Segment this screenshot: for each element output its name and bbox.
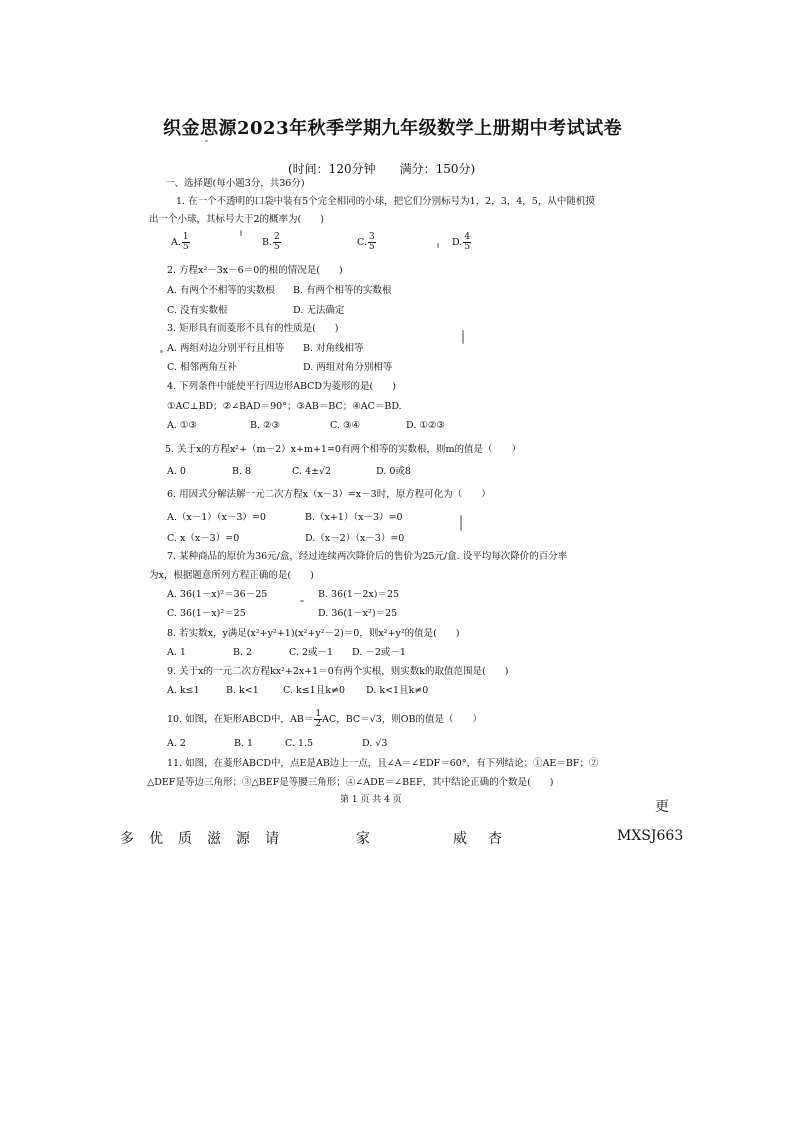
q6-option-c: C. x（x－3）=0 bbox=[167, 533, 240, 544]
q1-stem-line1: 1. 在一个不透明的口袋中装有5个完全相同的小球，把它们分别标号为1，2，3，4，5，从中随机摸 bbox=[176, 196, 595, 207]
q7-option-d: D. 36(1－x²)＝25 bbox=[318, 608, 398, 619]
q3-stem: 3. 矩形具有而菱形不具有的性质是( ) bbox=[167, 323, 339, 334]
fraction: $\frac{2}{5}$ bbox=[274, 232, 280, 252]
q5-option-a: A. 0 bbox=[167, 466, 186, 477]
footer-char: 杏 bbox=[488, 831, 502, 847]
time-limit: (时间：120分钟 bbox=[288, 162, 376, 176]
q9-stem: 9. 关于x的一元二次方程kx²+2x+1＝0有两个实根，则实数k的取值范围是( ) bbox=[167, 666, 509, 677]
q1-option-b: B. $\frac{2}{5}$ bbox=[262, 232, 280, 252]
q9-option-d: D. k<1且k≠0 bbox=[366, 685, 429, 696]
footer-char: 滋 bbox=[207, 831, 221, 847]
q3-option-b: B. 对角线相等 bbox=[303, 343, 364, 354]
fraction: $\frac{3}{5}$ bbox=[368, 232, 375, 252]
q8-option-c: C. 2或－1 bbox=[289, 647, 334, 658]
q6-option-a: A.（x－1）（x－3）=0 bbox=[167, 512, 266, 523]
q10-option-b: B. 1 bbox=[234, 738, 254, 749]
q8-option-a: A. 1 bbox=[167, 647, 186, 658]
footer-char: 优 bbox=[149, 831, 163, 847]
exam-title: 织金思源2023年秋季学期九年级数学上册期中考试试卷 bbox=[163, 118, 623, 139]
scan-speck bbox=[240, 230, 242, 236]
exam-subtitle bbox=[288, 160, 475, 177]
scan-speck bbox=[300, 600, 304, 602]
q6-stem: 6. 用因式分解法解一元二次方程x（x－3）=x－3时，原方程可化为（ ） bbox=[167, 489, 491, 500]
q10-option-d: D. √3 bbox=[362, 738, 388, 749]
q10-option-a: A. 2 bbox=[167, 738, 186, 749]
q4-option-a: A. ①③ bbox=[167, 420, 197, 431]
full-score: 满分：150分) bbox=[399, 162, 476, 176]
page-number: 第 1 页 共 4 页 bbox=[340, 795, 402, 805]
q4-option-c: C. ③④ bbox=[330, 420, 361, 431]
q5-option-d: D. 0或8 bbox=[376, 466, 411, 477]
q10-stem: 10. 如图，在矩形ABCD中，AB＝ $\frac{1}{2}$ AC，BC＝√3，则OB的值是（ ） bbox=[167, 709, 483, 729]
q5-option-b: B. 8 bbox=[232, 466, 252, 477]
q2-option-d: D. 无法确定 bbox=[293, 305, 345, 316]
scan-speck bbox=[462, 330, 464, 344]
scan-speck bbox=[205, 140, 208, 142]
q2-option-c: C. 没有实数根 bbox=[167, 305, 228, 316]
q9-option-a: A. k≤1 bbox=[167, 685, 200, 696]
footer-char: 威 bbox=[453, 831, 467, 847]
q3-option-a: A. 两组对边分别平行且相等 bbox=[167, 343, 285, 354]
scan-speck bbox=[437, 243, 439, 248]
footer-char: 请 bbox=[265, 831, 279, 847]
q7-stem-line1: 7. 某种商品的原价为36元/盒，经过连续两次降价后的售价为25元/盒. 设平均每次降价的百分率 bbox=[167, 551, 568, 562]
footer-char: 家 bbox=[356, 831, 370, 847]
q9-option-b: B. k<1 bbox=[226, 685, 259, 696]
q8-option-d: D. －2或－1 bbox=[352, 647, 406, 658]
q7-option-b: B. 36(1－2x)＝25 bbox=[318, 589, 400, 600]
q7-option-a: A. 36(1－x)²＝36－25 bbox=[167, 589, 268, 600]
fraction: $\frac{1}{2}$ bbox=[315, 709, 322, 729]
q7-stem-line2: 为x，根据题意所列方程正确的是( ) bbox=[149, 570, 314, 581]
q4-conditions: ①AC⊥BD；②∠BAD＝90°；③AB＝BC；④AC＝BD. bbox=[167, 401, 402, 412]
q2-stem: 2. 方程x²－3x－6＝0的根的情况是( ) bbox=[167, 265, 343, 276]
q4-option-d: D. ①②③ bbox=[406, 420, 445, 431]
q5-option-c: C. 4±√2 bbox=[292, 466, 332, 477]
q1-option-a: A. $\frac{1}{5}$ bbox=[171, 232, 189, 252]
footer-char: 源 bbox=[236, 831, 250, 847]
fraction: $\frac{1}{5}$ bbox=[182, 232, 189, 252]
q7-option-c: C. 36(1－x)²＝25 bbox=[167, 608, 246, 619]
q3-option-c: C. 相邻两角互补 bbox=[167, 362, 237, 373]
q6-option-b: B.（x+1）（x－3）=0 bbox=[305, 512, 403, 523]
q1-stem-line2: 出一个小球，其标号大于2的概率为( ) bbox=[149, 214, 324, 225]
section-heading: 一、选择题(每小题3分，共36分) bbox=[165, 178, 305, 189]
q11-stem-line1: 11. 如图，在菱形ABCD中，点E是AB边上一点，且∠A＝∠EDF＝60°，有下列结论：①AE＝BF；② bbox=[167, 758, 599, 769]
q1-option-d: D. $\frac{4}{5}$ bbox=[452, 232, 471, 252]
q5-stem: 5. 关于x的方程x²+（m－2）x+m+1=0有两个相等的实数根，则m的值是（ ） bbox=[165, 444, 521, 455]
scan-speck bbox=[460, 515, 462, 531]
fraction: $\frac{4}{5}$ bbox=[464, 232, 471, 252]
q11-stem-line2: △DEF是等边三角形；③△BEF是等腰三角形；④∠ADE＝∠BEF，其中结论正确的个数是( ) bbox=[147, 777, 554, 788]
q4-stem: 4. 下列条件中能使平行四边形ABCD为菱形的是( ) bbox=[167, 381, 396, 392]
q6-option-d: D.（x－2）（x－3）=0 bbox=[305, 533, 405, 544]
scan-speck bbox=[160, 350, 163, 353]
q4-option-b: B. ②③ bbox=[250, 420, 281, 431]
footer-char: 质 bbox=[178, 831, 192, 847]
q3-option-d: D. 两组对角分别相等 bbox=[303, 362, 393, 373]
footer-char: 多 bbox=[120, 831, 134, 847]
q2-option-b: B. 有两个相等的实数根 bbox=[293, 285, 392, 296]
q8-option-b: B. 2 bbox=[233, 647, 253, 658]
q8-stem: 8. 若实数x，y满足(x²+y²+1)(x²+y²－2)＝0，则x²+y²的值是( ) bbox=[167, 628, 460, 639]
q9-option-c: C. k≤1且k≠0 bbox=[283, 685, 345, 696]
q1-option-c: C. $\frac{3}{5}$ bbox=[357, 232, 375, 252]
footer-more: 更 bbox=[655, 799, 669, 815]
footer-code: MXSJ663 bbox=[617, 828, 684, 844]
q2-option-a: A. 有两个不相等的实数根 bbox=[167, 285, 275, 296]
q10-option-c: C. 1.5 bbox=[285, 738, 314, 749]
